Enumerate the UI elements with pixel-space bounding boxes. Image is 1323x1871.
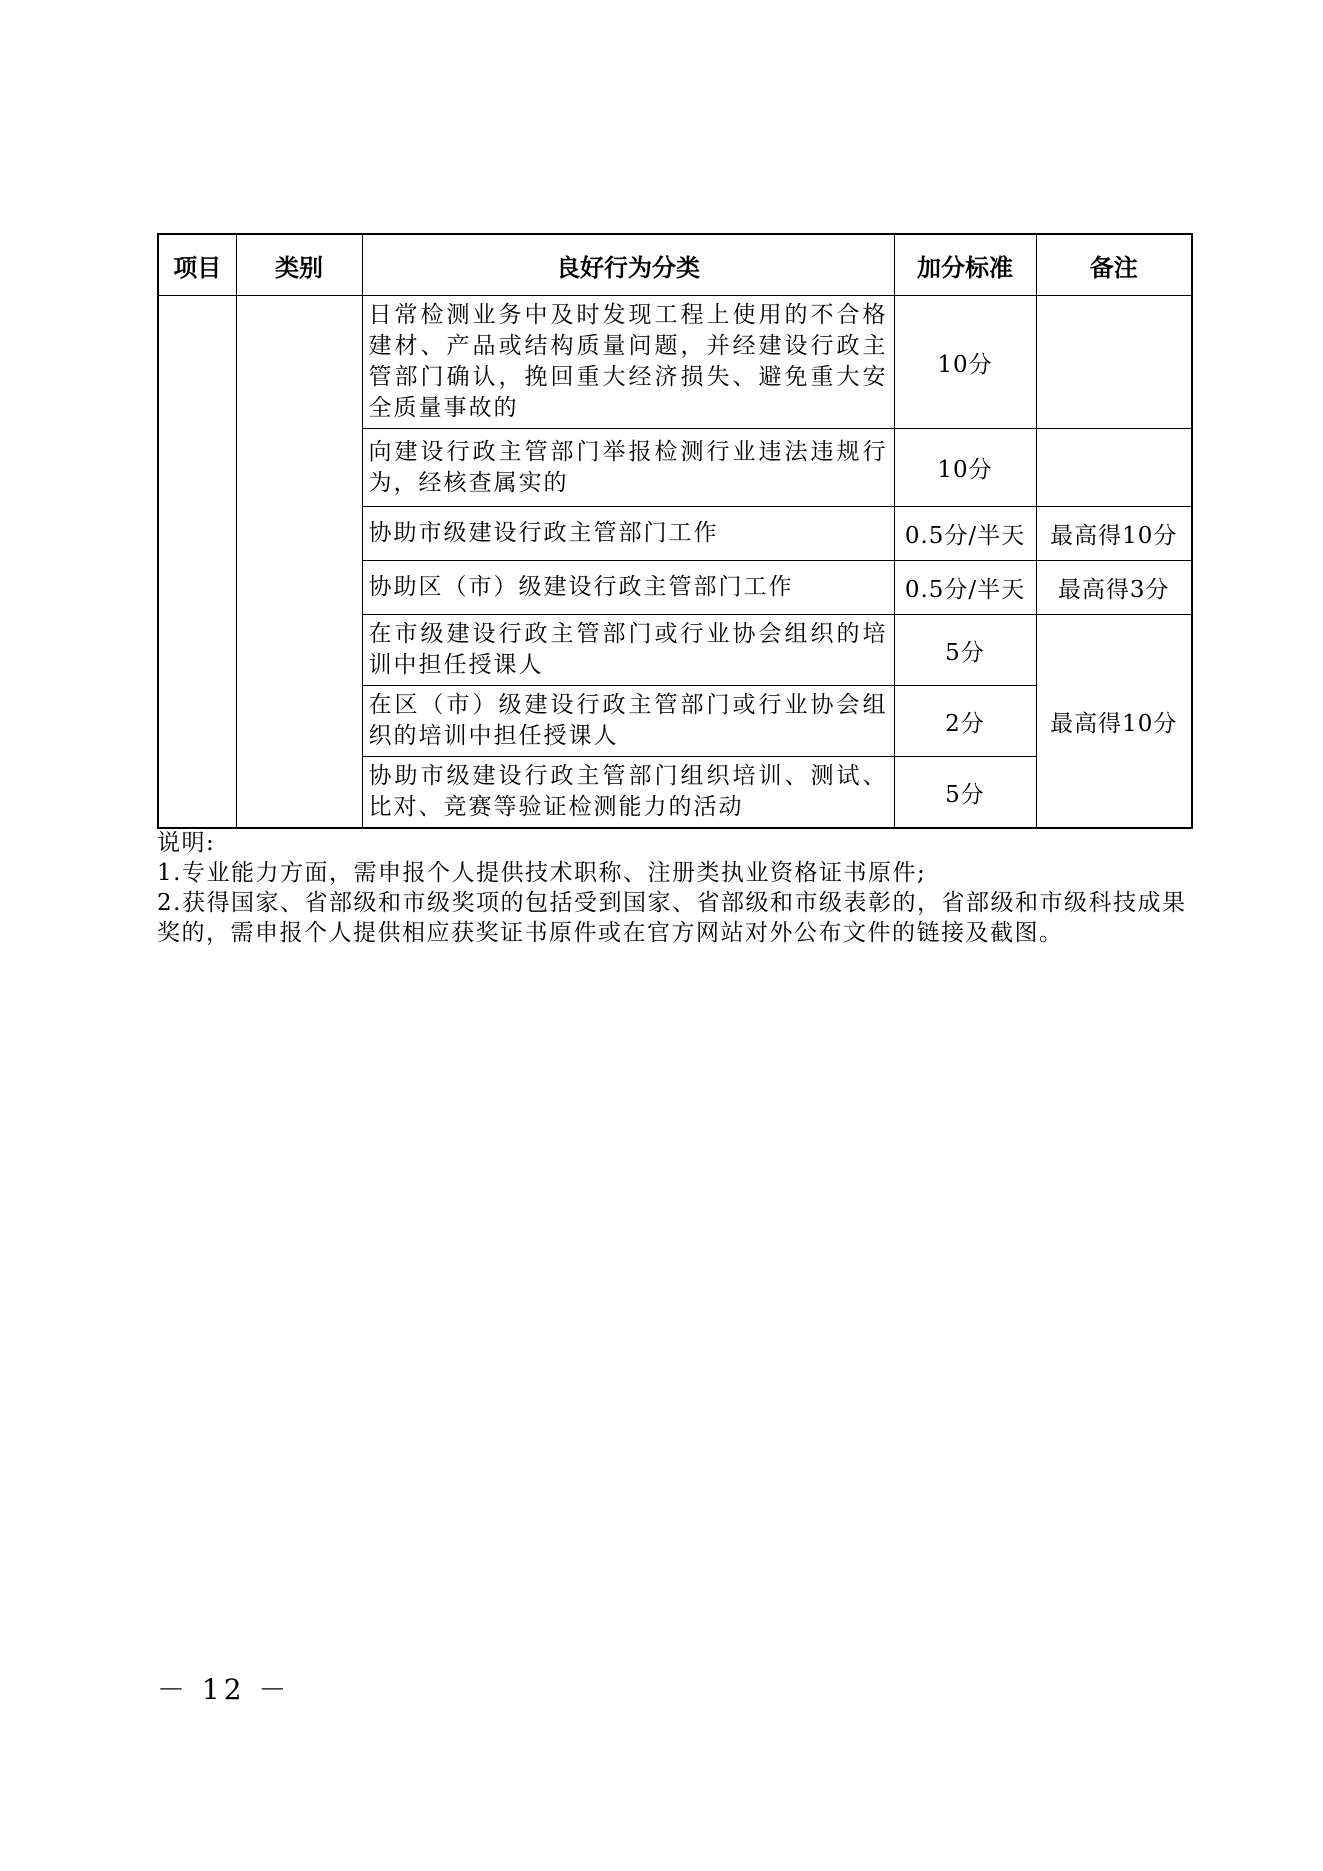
- behavior-cell: 协助市级建设行政主管部门工作: [362, 507, 894, 561]
- header-score: 加分标准: [894, 234, 1036, 296]
- score-cell: 5分: [894, 615, 1036, 686]
- header-note: 备注: [1036, 234, 1192, 296]
- behavior-cell: 日常检测业务中及时发现工程上使用的不合格建材、产品或结构质量问题，并经建设行政主管部门确认，挽回重大经济损失、避免重大安全质量事故的: [362, 296, 894, 429]
- note-item: 1.专业能力方面，需申报个人提供技术职称、注册类执业资格证书原件;: [157, 860, 927, 886]
- score-cell: 10分: [894, 429, 1036, 507]
- header-item: 项目: [158, 234, 236, 296]
- behavior-cell: 在区（市）级建设行政主管部门或行业协会组织的培训中担任授课人: [362, 686, 894, 757]
- behavior-cell: 在市级建设行政主管部门或行业协会组织的培训中担任授课人: [362, 615, 894, 686]
- behavior-cell: 协助市级建设行政主管部门组织培训、测试、比对、竞赛等验证检测能力的活动: [362, 757, 894, 829]
- header-behavior: 良好行为分类: [362, 234, 894, 296]
- score-cell: 0.5分/半天: [894, 561, 1036, 615]
- score-cell: 5分: [894, 757, 1036, 829]
- notes-section: [157, 828, 1197, 948]
- header-category: 类别: [236, 234, 362, 296]
- table-row: [158, 296, 1192, 429]
- page-number: － 12 －: [157, 1673, 291, 1706]
- note-cell: 最高得10分: [1036, 615, 1192, 829]
- note-cell: 最高得10分: [1036, 507, 1192, 561]
- note-cell: 最高得3分: [1036, 561, 1192, 615]
- note-cell: [1036, 296, 1192, 429]
- behavior-cell: 向建设行政主管部门举报检测行业违法违规行为，经核查属实的: [362, 429, 894, 507]
- score-cell: 10分: [894, 296, 1036, 429]
- behavior-score-table: [157, 233, 1193, 829]
- category-cell: [236, 296, 362, 829]
- notes-title: 说明:: [157, 830, 216, 856]
- table-header-row: [158, 234, 1192, 296]
- score-cell: 2分: [894, 686, 1036, 757]
- item-cell: [158, 296, 236, 829]
- note-item: 2.获得国家、省部级和市级奖项的包括受到国家、省部级和市级表彰的，省部级和市级科技成果奖的，需申报个人提供相应获奖证书原件或在官方网站对外公布文件的链接及截图。: [157, 890, 1187, 946]
- behavior-cell: 协助区（市）级建设行政主管部门工作: [362, 561, 894, 615]
- note-cell: [1036, 429, 1192, 507]
- score-cell: 0.5分/半天: [894, 507, 1036, 561]
